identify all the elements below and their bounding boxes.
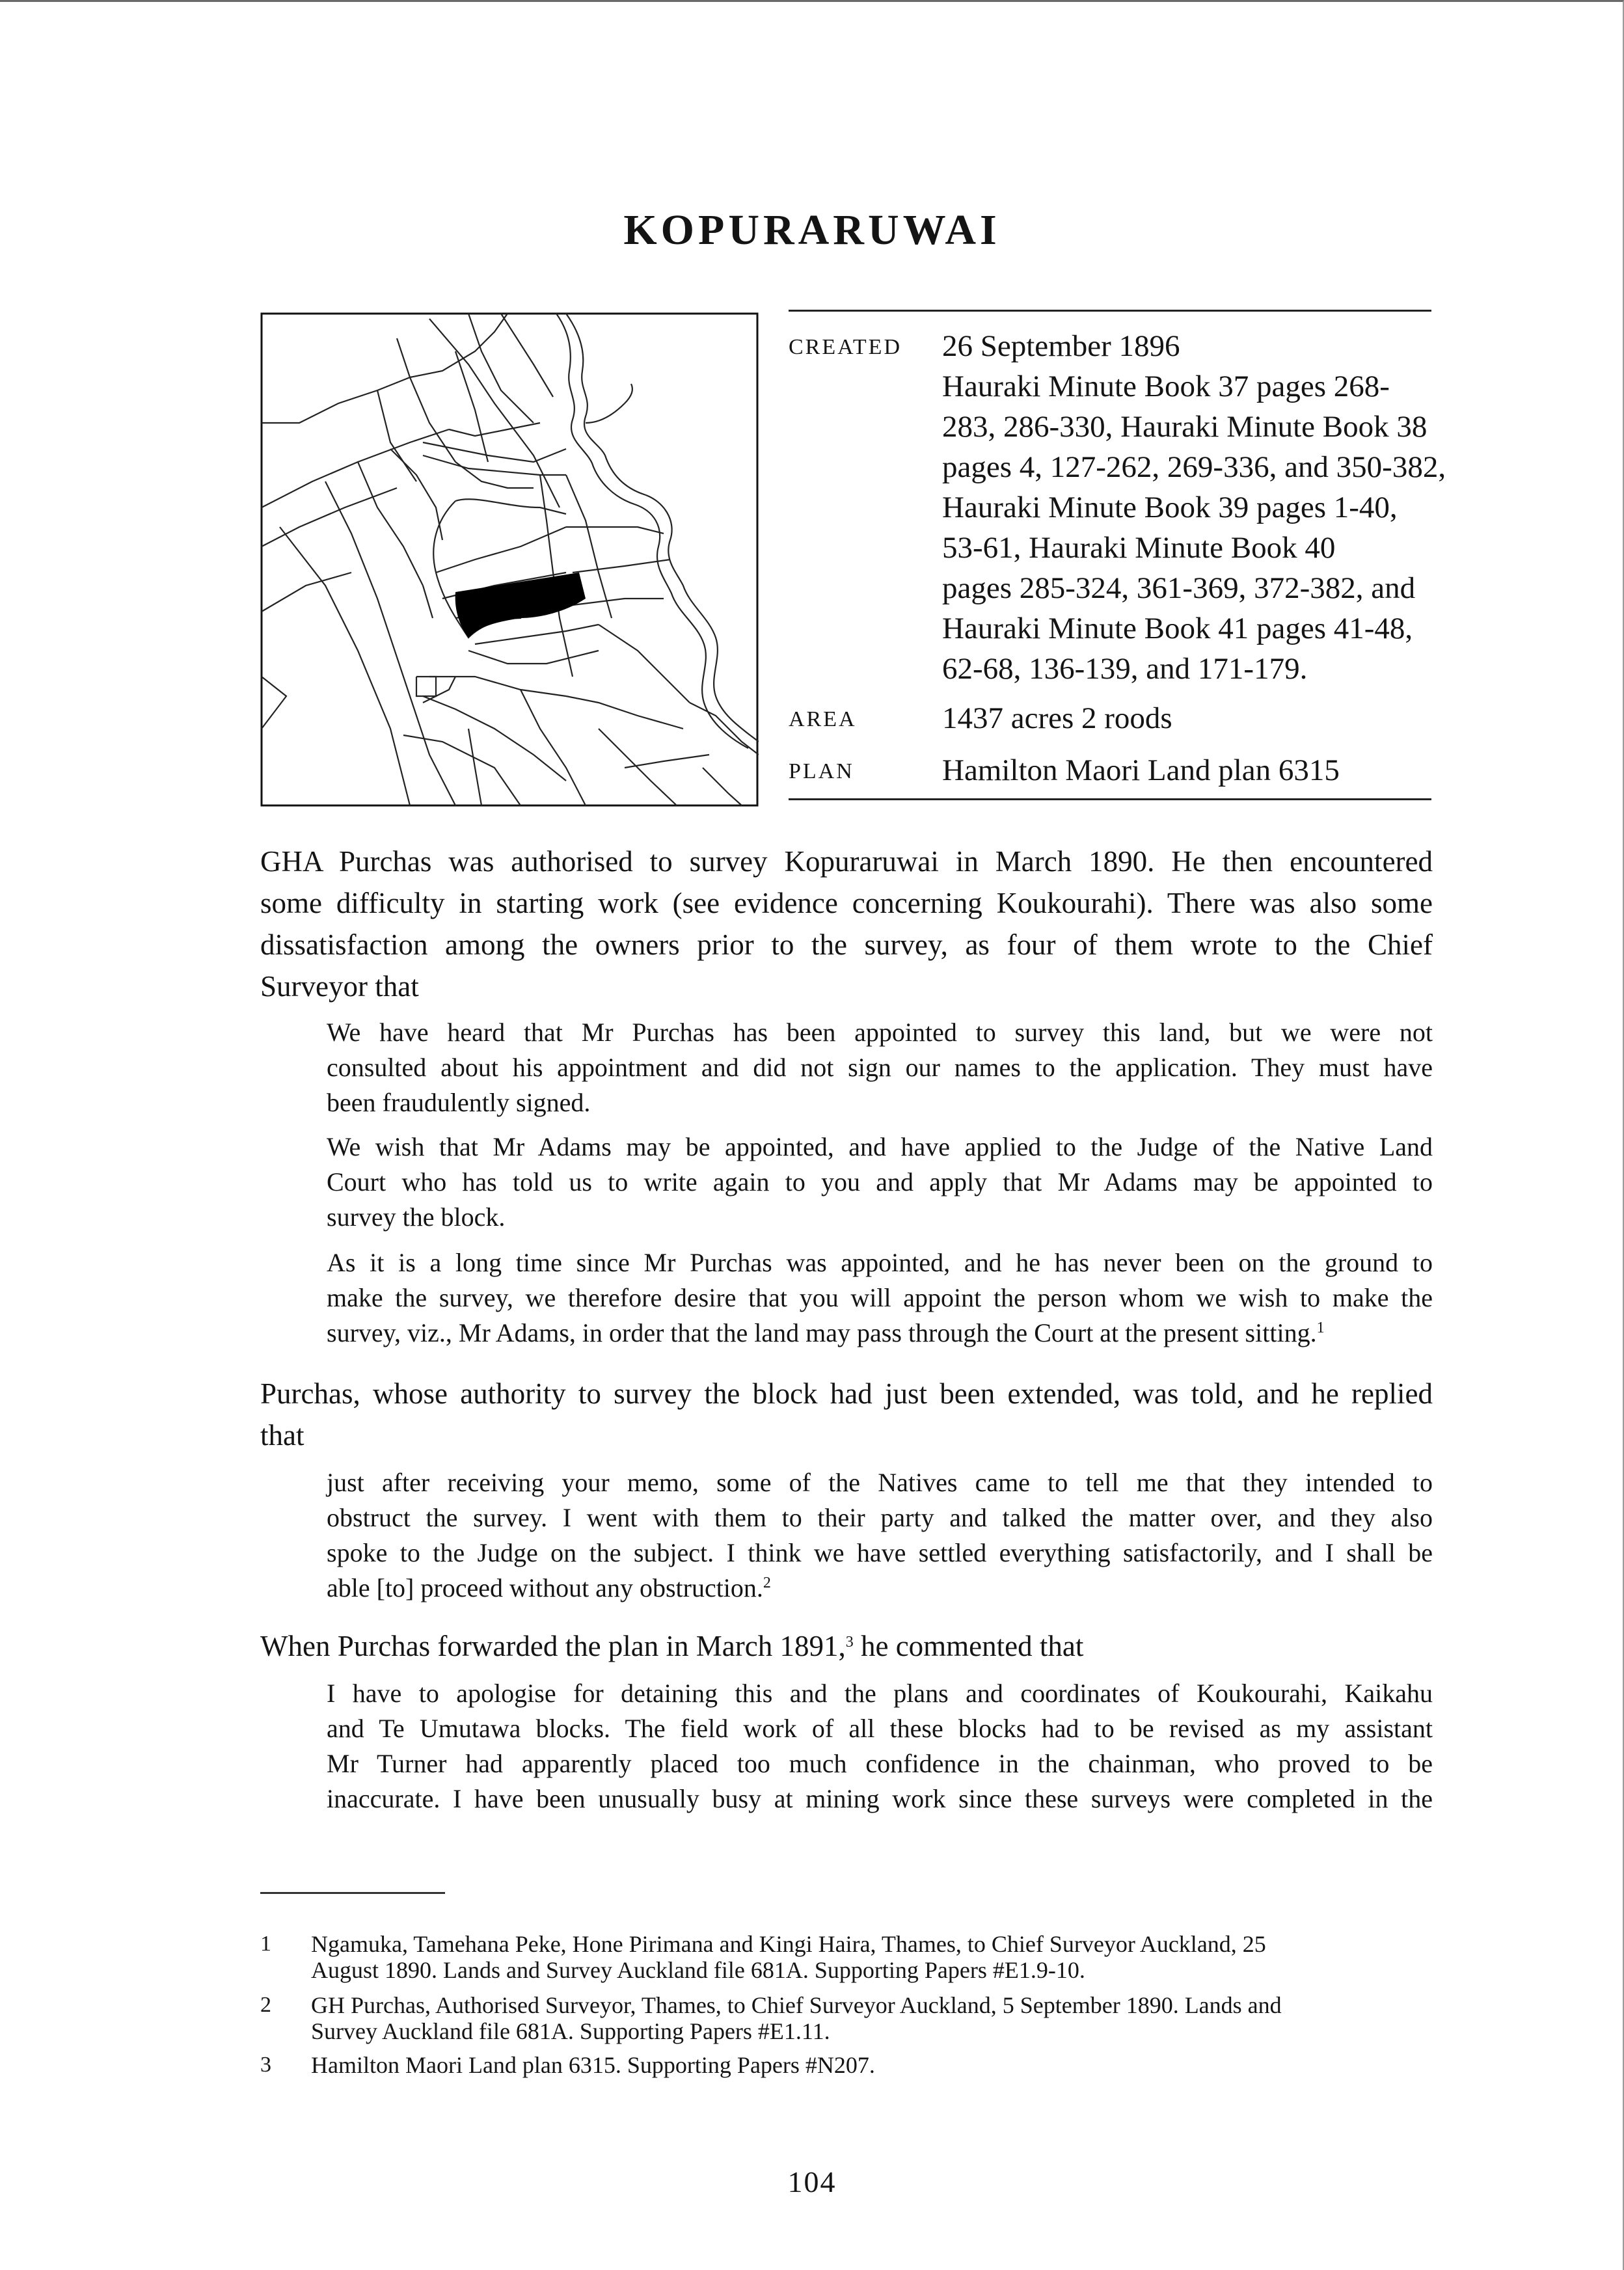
quote-1c bbox=[327, 1245, 1433, 1351]
text-fragment: able [to] proceed without any obstruction. bbox=[327, 1573, 763, 1602]
meta-top-rule bbox=[789, 310, 1431, 312]
created-value bbox=[942, 326, 1446, 689]
parcel-boundaries bbox=[262, 314, 759, 805]
created-line: pages 285-324, 361-369, 372-382, and bbox=[942, 571, 1416, 605]
paragraph-1 bbox=[260, 841, 1433, 1007]
footnote-number: 2 bbox=[260, 1993, 271, 2017]
footnote-3 bbox=[260, 2052, 1433, 2081]
footnote-1 bbox=[260, 1931, 1433, 1986]
text-line: As it is a long time since Mr Purchas was appointed, and he has never been on the ground to bbox=[327, 1248, 1433, 1277]
text-line: Hamilton Maori Land plan 6315. Supporting Papers #N207. bbox=[311, 2052, 875, 2078]
created-line: 53-61, Hauraki Minute Book 40 bbox=[942, 531, 1336, 565]
block-map bbox=[260, 312, 759, 807]
area-value: 1437 acres 2 roods bbox=[942, 701, 1172, 735]
footnote-ref-1[interactable]: 1 bbox=[1316, 1319, 1325, 1336]
created-line: pages 4, 127-262, 269-336, and 350-382, bbox=[942, 450, 1446, 484]
text-line: I have to apologise for detaining this and the plans and coordinates of Koukourahi, Kaikahu bbox=[327, 1679, 1433, 1708]
text-line: survey the block. bbox=[327, 1202, 506, 1232]
text-line: Court who has told us to write again to you and apply that Mr Adams may be appointed to bbox=[327, 1167, 1433, 1196]
created-row bbox=[789, 326, 1446, 689]
text-line: Ngamuka, Tamehana Peke, Hone Pirimana and Kingi Haira, Thames, to Chief Surveyor Auckland, 25 bbox=[311, 1931, 1266, 1957]
text-fragment: When Purchas forwarded the plan in March 1891, bbox=[260, 1630, 846, 1662]
map-frame bbox=[262, 314, 757, 805]
quote-1a bbox=[327, 1015, 1433, 1120]
created-line: 26 September 1896 bbox=[942, 329, 1180, 363]
text-line: August 1890. Lands and Survey Auckland file 681A. Supporting Papers #E1.9-10. bbox=[311, 1957, 1085, 1983]
footnote-text bbox=[311, 2052, 1433, 2078]
page-number: 104 bbox=[787, 2165, 837, 2198]
quote-3 bbox=[327, 1676, 1433, 1817]
created-label: CREATED bbox=[789, 335, 902, 359]
created-line: 283, 286-330, Hauraki Minute Book 38 bbox=[942, 410, 1428, 444]
plan-label: PLAN bbox=[789, 759, 854, 783]
text-line: We have heard that Mr Purchas has been appointed to survey this land, but we were not bbox=[327, 1018, 1433, 1047]
river-lines bbox=[556, 314, 759, 748]
footnote-ref-3[interactable]: 3 bbox=[845, 1634, 854, 1651]
text-line bbox=[327, 1571, 1433, 1606]
footnote-text bbox=[311, 1931, 1433, 1983]
footnote-2 bbox=[260, 1992, 1433, 2047]
area-label: AREA bbox=[789, 707, 857, 731]
footnote-rule bbox=[260, 1892, 445, 1894]
text-line: inaccurate. I have been unusually busy at mining work since these surveys were completed in the bbox=[327, 1784, 1433, 1813]
text-line: been fraudulently signed. bbox=[327, 1088, 591, 1117]
plan-row bbox=[789, 750, 1431, 792]
text-line: some difficulty in starting work (see evidence concerning Koukourahi). There was also some bbox=[260, 887, 1433, 919]
text-line: dissatisfaction among the owners prior to the survey, as four of them wrote to the Chief bbox=[260, 928, 1433, 961]
text-line: Mr Turner had apparently placed too much confidence in the chainman, who proved to be bbox=[327, 1749, 1433, 1778]
footnote-ref-2[interactable]: 2 bbox=[763, 1574, 771, 1591]
paragraph-3 bbox=[260, 1625, 1433, 1667]
text-line: make the survey, we therefore desire that you will appoint the person whom we wish to make the bbox=[327, 1283, 1433, 1312]
block-metadata bbox=[789, 310, 1446, 800]
created-line: Hauraki Minute Book 39 pages 1-40, bbox=[942, 491, 1398, 524]
text-line: We wish that Mr Adams may be appointed, and have applied to the Judge of the Native Land bbox=[327, 1132, 1433, 1161]
text-line: that bbox=[260, 1419, 304, 1452]
text-line: GHA Purchas was authorised to survey Kopuraruwai in March 1890. He then encountered bbox=[260, 845, 1433, 878]
quote-2 bbox=[327, 1465, 1433, 1606]
meta-bottom-rule bbox=[789, 798, 1431, 800]
paragraph-2 bbox=[260, 1373, 1433, 1456]
page-title: KOPURARUWAI bbox=[623, 206, 1001, 254]
block-map-drawing bbox=[260, 312, 759, 807]
text-line: Surveyor that bbox=[260, 970, 419, 1003]
text-line bbox=[327, 1316, 1433, 1351]
created-line: Hauraki Minute Book 37 pages 268- bbox=[942, 370, 1390, 403]
footnote-number: 1 bbox=[260, 1932, 271, 1956]
footnote-text bbox=[311, 1992, 1433, 2044]
created-line: Hauraki Minute Book 41 pages 41-48, bbox=[942, 612, 1413, 645]
plan-value: Hamilton Maori Land plan 6315 bbox=[942, 753, 1340, 787]
text-fragment: he commented that bbox=[853, 1630, 1084, 1662]
text-line: spoke to the Judge on the subject. I think we have settled everything satisfactorily, and I shall be bbox=[327, 1538, 1433, 1567]
text-line: Purchas, whose authority to survey the block had just been extended, was told, and he replied bbox=[260, 1377, 1433, 1410]
footnote-number: 3 bbox=[260, 2053, 271, 2077]
created-line: 62-68, 136-139, and 171-179. bbox=[942, 652, 1308, 686]
text-line bbox=[260, 1625, 1433, 1667]
quote-1b bbox=[327, 1129, 1433, 1235]
text-line: Survey Auckland file 681A. Supporting Papers #E1.11. bbox=[311, 2018, 830, 2044]
text-line: consulted about his appointment and did not sign our names to the application. They must have bbox=[327, 1053, 1433, 1082]
kopuraruwai-block-highlight bbox=[455, 573, 586, 638]
text-fragment: survey, viz., Mr Adams, in order that the land may pass through the Court at the present sitting. bbox=[327, 1318, 1317, 1347]
text-line: obstruct the survey. I went with them to their party and talked the matter over, and they also bbox=[327, 1503, 1433, 1532]
text-line: and Te Umutawa blocks. The field work of all these blocks had to be revised as my assistant bbox=[327, 1714, 1433, 1743]
text-line: just after receiving your memo, some of the Natives came to tell me that they intended to bbox=[327, 1468, 1433, 1497]
text-line: GH Purchas, Authorised Surveyor, Thames, to Chief Surveyor Auckland, 5 September 1890. Lands and bbox=[311, 1992, 1282, 2018]
area-row bbox=[789, 698, 1431, 740]
